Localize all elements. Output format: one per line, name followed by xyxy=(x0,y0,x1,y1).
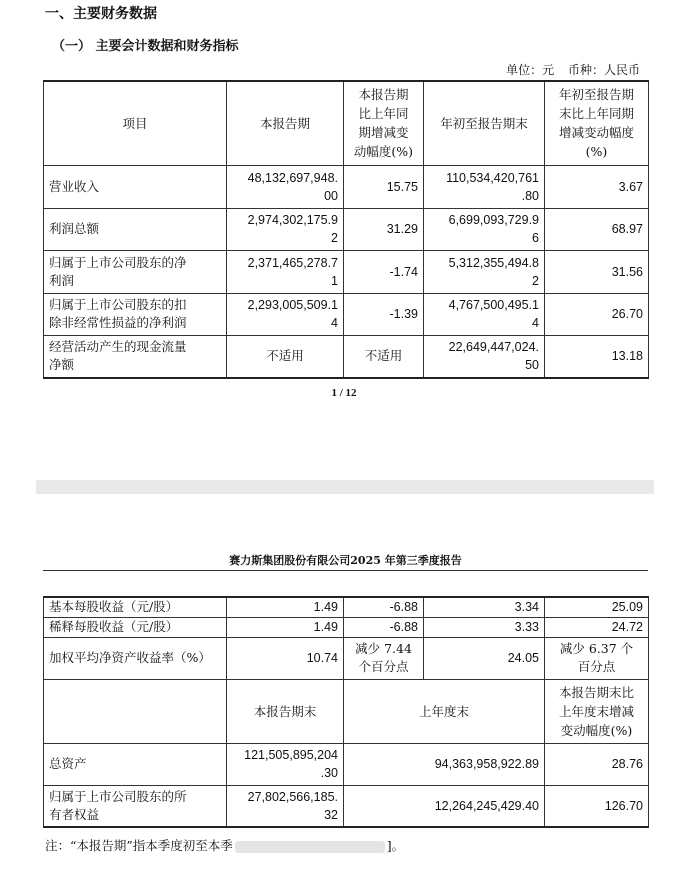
table-row xyxy=(44,785,649,827)
header-line: 动幅度(%) xyxy=(353,144,414,160)
row-change: -6.88 xyxy=(344,617,424,637)
table-row xyxy=(44,165,649,208)
row-change: 31.29 xyxy=(344,208,424,250)
value-line: 6 xyxy=(532,231,539,245)
unit-line xyxy=(496,61,640,78)
value-line: 2,293,005,509.1 xyxy=(247,298,338,312)
table-row xyxy=(44,617,649,637)
header-item-empty xyxy=(44,679,227,743)
row-ytd-change xyxy=(545,637,649,679)
footnote-text: 注：“本报告期”指本季度初至本季 xyxy=(45,838,233,853)
row-ytd: 3.34 xyxy=(424,597,545,617)
row-ytd-change: 68.97 xyxy=(545,208,649,250)
value-line: 百分点 xyxy=(577,659,616,674)
header-line: 年初至报告期 xyxy=(558,87,634,103)
row-change: 126.70 xyxy=(545,785,649,827)
row-prior: 12,264,245,429.40 xyxy=(344,785,545,827)
row-ytd xyxy=(424,335,545,378)
row-item: 基本每股收益（元/股） xyxy=(44,597,227,617)
header-current: 本报告期末 xyxy=(227,679,344,743)
value-line: 48,132,697,948. xyxy=(247,170,338,185)
row-ytd-change: 13.18 xyxy=(545,335,649,378)
value-line: 2 xyxy=(532,273,539,288)
row-item: 稀释每股收益（元/股） xyxy=(44,617,227,637)
header-line: 末比上年同期 xyxy=(558,106,634,122)
balance-header-row xyxy=(44,679,649,743)
value-line: .80 xyxy=(521,188,539,203)
header-line: (%) xyxy=(585,144,608,160)
header-line: 变动幅度(%) xyxy=(560,722,633,738)
header-change xyxy=(545,679,649,743)
table-row xyxy=(44,293,649,335)
row-ytd xyxy=(424,165,545,208)
header-current: 本报告期 xyxy=(227,81,344,165)
table-row xyxy=(44,597,649,617)
row-item xyxy=(44,208,227,250)
table-row xyxy=(44,637,649,679)
header-line: 本报告期末比 xyxy=(558,684,634,700)
row-item xyxy=(44,335,227,378)
row-current xyxy=(227,165,344,208)
value-line: 减少 7.44 xyxy=(355,641,412,656)
currency-label: 币种：人民币 xyxy=(567,63,640,77)
value-line: 121,505,895,204 xyxy=(244,748,338,762)
report-header: 赛力斯集团股份有限公司2025 年第三季度报告 xyxy=(43,552,648,571)
header-ytd: 年初至报告期末 xyxy=(424,81,545,165)
page-number: 1 / 12 xyxy=(331,387,357,399)
value-line: 50 xyxy=(525,358,539,373)
table-row xyxy=(44,335,649,378)
row-current: 1.49 xyxy=(227,597,344,617)
table-header-row xyxy=(44,81,649,165)
row-item xyxy=(44,785,227,827)
row-change xyxy=(344,637,424,679)
value-line: 4 xyxy=(331,316,338,330)
row-item: 加权平均净资产收益率（%） xyxy=(44,637,227,679)
row-ytd-change: 26.70 xyxy=(545,293,649,335)
per-share-and-balance-table xyxy=(43,596,649,828)
value-line: 个百分点 xyxy=(358,659,409,674)
row-ytd-change: 3.67 xyxy=(545,165,649,208)
table-row xyxy=(44,250,649,293)
row-item xyxy=(44,250,227,293)
value-line: 00 xyxy=(324,188,338,203)
item-line: 除非经常性损益的净利润 xyxy=(49,315,187,330)
item-line: 归属于上市公司股东的净 xyxy=(49,254,187,270)
row-item xyxy=(44,293,227,335)
header-ytd-change xyxy=(545,81,649,165)
subsection-title: （一） 主要会计数据和财务指标 xyxy=(52,39,239,54)
value-line: 27,802,566,185. xyxy=(247,789,338,804)
row-ytd xyxy=(424,208,545,250)
value-line: 6,699,093,729.9 xyxy=(448,213,539,227)
row-ytd xyxy=(424,250,545,293)
value-line: 22,649,447,024. xyxy=(448,340,539,355)
value-line: .30 xyxy=(320,766,338,780)
row-current xyxy=(227,208,344,250)
header-line: 期增减变 xyxy=(358,125,409,141)
row-change: -6.88 xyxy=(344,597,424,617)
row-item xyxy=(44,165,227,208)
value-line: 5,312,355,494.8 xyxy=(448,255,539,270)
row-item: 总资产 xyxy=(44,743,227,785)
value-line: 减少 6.37 个 xyxy=(559,641,634,656)
row-ytd: 3.33 xyxy=(424,617,545,637)
value-line: 1 xyxy=(331,273,338,288)
item-line: 有者权益 xyxy=(49,806,100,822)
item-line: 净额 xyxy=(49,357,75,373)
row-current xyxy=(227,743,344,785)
row-ytd: 24.05 xyxy=(424,637,545,679)
row-current: 1.49 xyxy=(227,617,344,637)
row-ytd-change: 31.56 xyxy=(545,250,649,293)
value-line: 2,974,302,175.9 xyxy=(247,213,338,227)
header-line: 上年度末增减 xyxy=(558,703,634,719)
value-line: 4,767,500,495.1 xyxy=(448,298,539,312)
page-separator xyxy=(36,480,654,494)
row-current: 10.74 xyxy=(227,637,344,679)
item-line: 利润 xyxy=(49,272,75,288)
row-current: 不适用 xyxy=(227,335,344,378)
header-item: 项目 xyxy=(44,81,227,165)
header-prior: 上年度末 xyxy=(344,679,545,743)
redaction-overlay xyxy=(235,841,385,853)
unit-label: 单位：元 xyxy=(506,63,555,77)
row-ytd-change: 25.09 xyxy=(545,597,649,617)
row-ytd xyxy=(424,293,545,335)
row-change: 不适用 xyxy=(344,335,424,378)
item-line: 归属于上市公司股东的扣 xyxy=(49,297,187,312)
header-line: 本报告期 xyxy=(358,87,409,103)
value-line: 2 xyxy=(331,231,338,245)
header-change xyxy=(344,81,424,165)
value-line: 2,371,465,278.7 xyxy=(247,255,338,270)
item-line: 归属于上市公司股东的所 xyxy=(49,788,187,804)
footnote xyxy=(45,836,404,854)
value-line: 4 xyxy=(532,316,539,330)
footnote-end: ]。 xyxy=(386,838,405,853)
row-current xyxy=(227,785,344,827)
value-line: 32 xyxy=(324,807,338,822)
row-current xyxy=(227,293,344,335)
row-current xyxy=(227,250,344,293)
header-line: 比上年同 xyxy=(358,106,409,122)
value-line: 110,534,420,761 xyxy=(446,170,539,185)
row-change: 15.75 xyxy=(344,165,424,208)
table-row xyxy=(44,208,649,250)
item-line: 经营活动产生的现金流量 xyxy=(49,339,187,355)
row-change: 28.76 xyxy=(545,743,649,785)
table-row xyxy=(44,743,649,785)
row-change: -1.74 xyxy=(344,250,424,293)
main-financial-table xyxy=(43,80,649,379)
item-line: 利润总额 xyxy=(49,221,100,236)
section-title: 一、主要财务数据 xyxy=(45,6,157,22)
header-line: 增减变动幅度 xyxy=(558,125,634,141)
row-prior: 94,363,958,922.89 xyxy=(344,743,545,785)
item-line: 营业收入 xyxy=(49,178,100,194)
row-ytd-change: 24.72 xyxy=(545,617,649,637)
row-change: -1.39 xyxy=(344,293,424,335)
